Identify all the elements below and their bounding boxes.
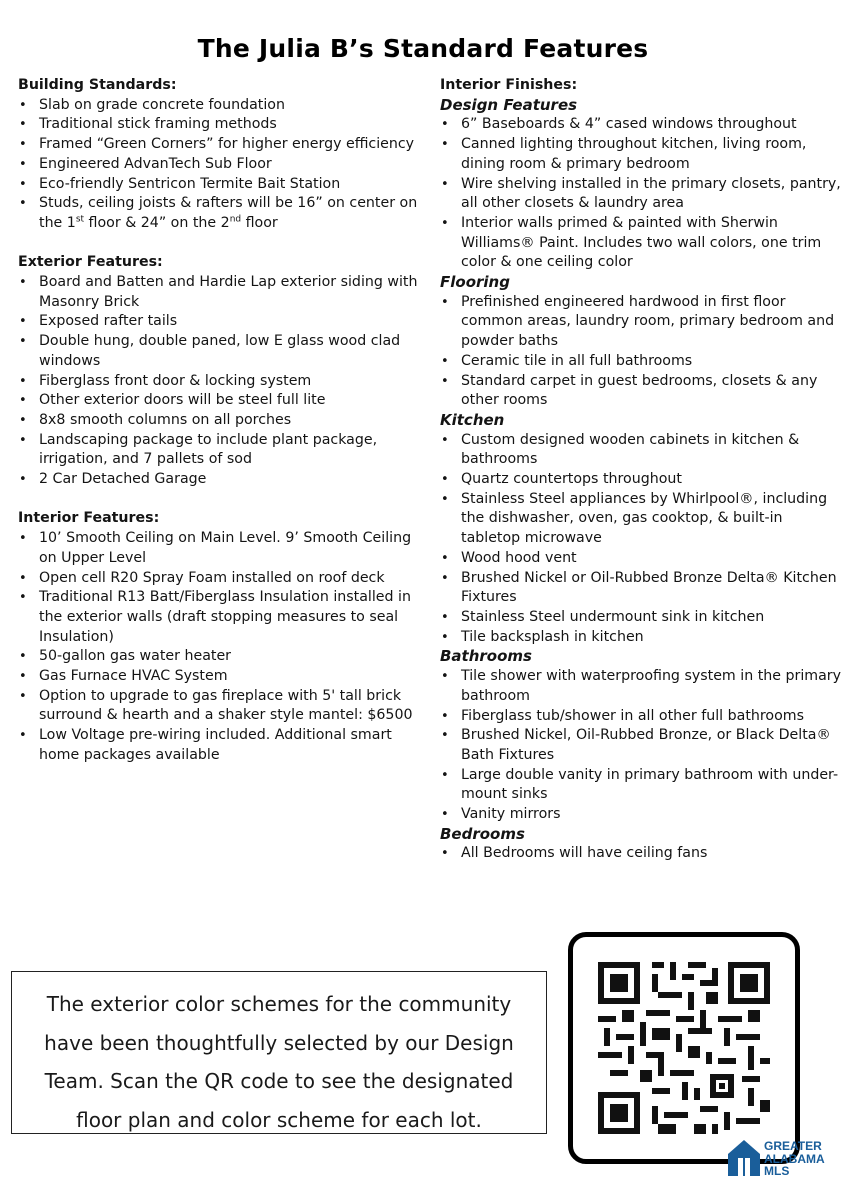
studs-sup-1: st [75,214,85,225]
bathrooms-list [440,667,842,825]
design-features-heading: Design Features [440,95,578,114]
list-item: • Low Voltage pre-wiring included. Additional smart home packages available [18,726,428,765]
studs-text-c: floor [241,214,278,231]
design-features-list [440,115,842,273]
note-line: The exterior color schemes for the community [46,992,512,1016]
building-standards-heading: Building Standards: [18,77,177,93]
list-item: • Wood hood vent [440,549,842,569]
list-item: • Wire shelving installed in the primary closets, pantry, all other closets & laundry area [440,175,842,214]
list-item: • Board and Batten and Hardie Lap exterior siding with Masonry Brick [18,273,428,312]
bedrooms-heading: Bedrooms [440,824,525,843]
list-item: • Brushed Nickel or Oil-Rubbed Bronze Delta® Kitchen Fixtures [440,569,842,608]
list-item: • Other exterior doors will be steel full lite [18,391,428,411]
list-item: • All Bedrooms will have ceiling fans [440,844,842,864]
qr-code[interactable] [568,932,800,1164]
list-item: • Traditional stick framing methods [18,115,428,135]
studs-sup-2: nd [229,214,242,225]
list-item: • Eco-friendly Sentricon Termite Bait Station [18,175,428,195]
qr-code-icon [598,962,770,1134]
list-item: • Fiberglass front door & locking system [18,372,428,392]
list-item: • Engineered AdvanTech Sub Floor [18,155,428,175]
list-item: • Open cell R20 Spray Foam installed on roof deck [18,569,428,589]
logo-text [764,1140,825,1178]
list-item: • Vanity mirrors [440,805,842,825]
studs-text-a: Studs, ceiling joists & rafters will be 16” on center on the 1 [39,195,418,231]
left-column [18,76,428,766]
list-item: • Landscaping package to include plant package, irrigation, and 7 pallets of sod [18,431,428,470]
logo-line: MLS [764,1164,790,1178]
list-item: • 10’ Smooth Ceiling on Main Level. 9’ Smooth Ceiling on Upper Level [18,529,428,568]
list-item: • 2 Car Detached Garage [18,470,428,490]
interior-features-list [18,529,428,765]
list-item: • Large double vanity in primary bathroom with under-mount sinks [440,766,842,805]
list-item: • Traditional R13 Batt/Fiberglass Insulation installed in the exterior walls (draft stopping measures to seal Insulation) [18,588,428,647]
list-item: • Brushed Nickel, Oil-Rubbed Bronze, or Black Delta® Bath Fixtures [440,726,842,765]
list-item: • Gas Furnace HVAC System [18,667,428,687]
flooring-heading: Flooring [440,273,510,292]
list-item: • Tile backsplash in kitchen [440,628,842,648]
note-line: floor plan and color scheme for each lot. [76,1107,482,1132]
list-item: • Double hung, double paned, low E glass wood clad windows [18,332,428,371]
list-item: • Interior walls primed & painted with Sherwin Williams® Paint. Includes two wall colors, one trim color & one ceiling color [440,214,842,273]
list-item: • Stainless Steel appliances by Whirlpool®, including the dishwasher, oven, gas cooktop, & built-in tabletop microwave [440,490,842,549]
bedrooms-list [440,844,842,864]
right-column [440,76,842,864]
list-item: • Framed “Green Corners” for higher energy efficiency [18,135,428,155]
exterior-features-list [18,273,428,490]
list-item-studs [18,194,428,233]
list-item: • Tile shower with waterproofing system in the primary bathroom [440,667,842,706]
logo-line: ALABAMA [764,1151,825,1166]
note-line: have been thoughtfully selected by our Design [44,1030,514,1055]
list-item: • 6” Baseboards & 4” cased windows throughout [440,115,842,135]
note-line: Team. Scan the QR code to see the designated [44,1069,514,1093]
exterior-features-heading: Exterior Features: [18,254,163,271]
list-item: • Stainless Steel undermount sink in kitchen [440,608,842,628]
flooring-list [440,293,842,411]
list-item: • Custom designed wooden cabinets in kitchen & bathrooms [440,431,842,470]
kitchen-list [440,431,842,648]
house-logo-icon [727,1138,761,1178]
list-item: • Fiberglass tub/shower in all other full bathrooms [440,707,842,727]
color-scheme-note [11,971,547,1134]
list-item: • 50-gallon gas water heater [18,647,428,667]
interior-finishes-heading: Interior Finishes: [440,77,578,93]
list-item: • Slab on grade concrete foundation [18,96,428,116]
page-title: The Julia B’s Standard Features [197,34,649,63]
building-standards-list [18,96,428,234]
list-item: • 8x8 smooth columns on all porches [18,411,428,431]
kitchen-heading: Kitchen [440,410,505,429]
studs-text-b: floor & 24” on the 2 [84,214,230,231]
greater-alabama-mls-logo [727,1136,845,1180]
list-item: • Quartz countertops throughout [440,470,842,490]
logo-line: GREATER [764,1139,822,1153]
list-item: • Option to upgrade to gas fireplace with 5' tall brick surround & hearth and a shaker style mantel: $6500 [18,687,428,726]
list-item: • Prefinished engineered hardwood in first floor common areas, laundry room, primary bedroom and powder baths [440,293,842,352]
list-item: • Standard carpet in guest bedrooms, closets & any other rooms [440,372,842,411]
list-item: • Ceramic tile in all full bathrooms [440,352,842,372]
list-item: • Exposed rafter tails [18,312,428,332]
interior-features-heading: Interior Features: [18,510,160,527]
list-item: • Canned lighting throughout kitchen, living room, dining room & primary bedroom [440,135,842,174]
bathrooms-heading: Bathrooms [440,647,532,666]
